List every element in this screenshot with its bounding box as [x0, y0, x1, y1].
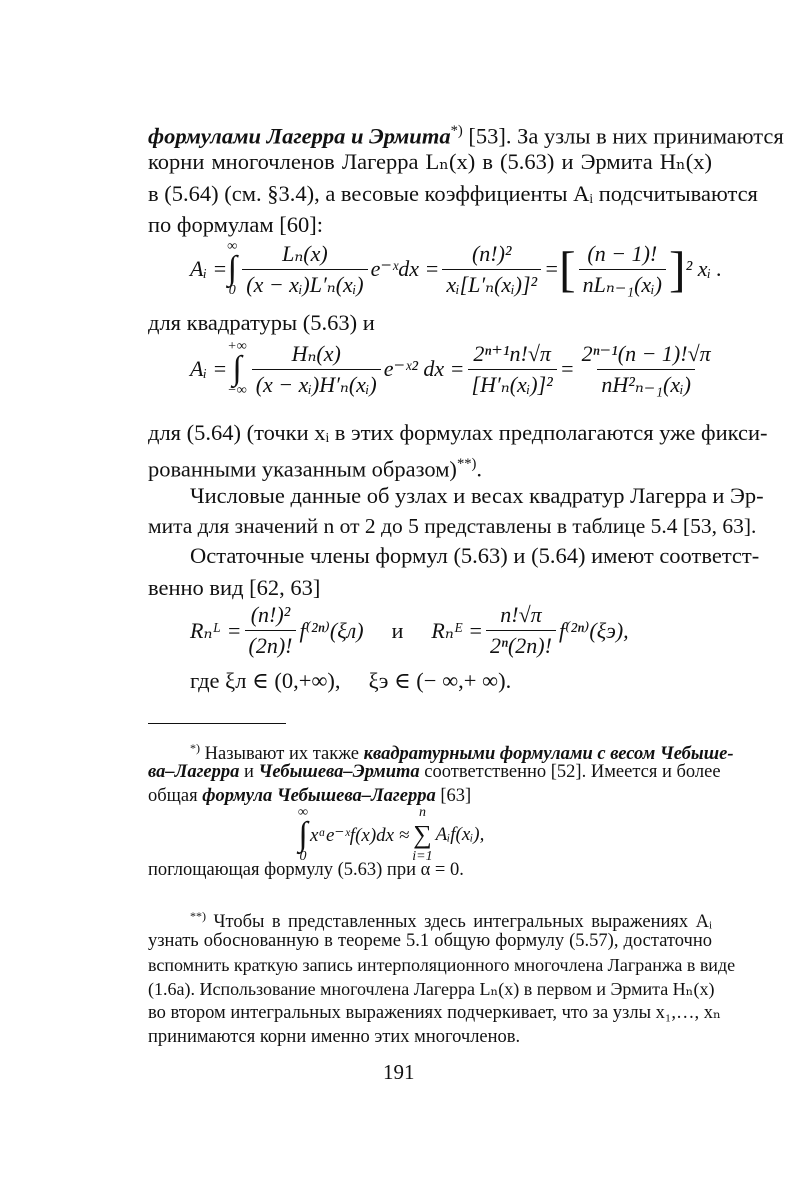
footnote-mark: *) [450, 123, 463, 139]
paragraph-line: для квадратуры (5.63) и [148, 310, 375, 335]
denominator: nLₙ₋₁(xᵢ) [579, 269, 666, 298]
lhs: Rₙᴸ = [190, 617, 242, 643]
paragraph-line: Числовые данные об узлах и весах квадратур Лагерра и Эр- [190, 483, 764, 508]
denominator: (2n)! [245, 630, 297, 659]
lower-limit: i=1 [412, 849, 433, 864]
numerator: 2ⁿ⁺¹n!√π [473, 340, 551, 366]
paragraph-line: Остаточные члены формул (5.63) и (5.64) имеют соответст- [190, 543, 760, 568]
equals: = [559, 356, 575, 381]
footnote-line: узнать обоснованную в теореме 5.1 общую формулу (5.57), достаточно [148, 931, 712, 951]
lhs: Rₙᴱ = [431, 617, 484, 643]
upper-limit: ∞ [298, 805, 308, 820]
footnote-line: во втором интегральных выражениях подчеркивает, что за узлы x₁,…, xₙ [148, 1003, 721, 1023]
text: и [239, 762, 259, 782]
page-number: 191 [383, 1060, 415, 1084]
text: [63] [435, 786, 472, 806]
numerator: Hₙ(x) [291, 340, 341, 366]
footnote-line: принимаются корни именно этих многочленов. [148, 1027, 521, 1047]
paragraph-line: где ξл ∈ (0,+∞), ξэ ∈ (− ∞,+ ∞). [190, 668, 512, 693]
sum-sign: n ∑ i=1 [412, 805, 433, 864]
denominator: [H′ₙ(xᵢ)]² [468, 369, 557, 398]
paragraph-line: в (5.64) (см. §3.4), а весовые коэффициенты Aᵢ подсчитываются [148, 181, 758, 206]
paragraph-line: мита для значений n от 2 до 5 представлены в таблице 5.4 [53, 63]. [148, 514, 757, 538]
bold-term: формулами Лагерра и Эрмита [148, 123, 451, 149]
equals: = [544, 256, 560, 281]
lower-limit: −∞ [227, 383, 247, 398]
fraction [578, 341, 715, 398]
footnote-line [148, 784, 712, 808]
bold-term: квадратурными формулами с весом Чебыше- [363, 744, 734, 765]
text: [53]. За узлы в них принимаются [462, 123, 784, 149]
integral-sign: ∞ ∫ 0 [227, 239, 238, 298]
denominator: (x − xᵢ)H′ₙ(xᵢ) [252, 369, 381, 398]
lower-limit: 0 [299, 849, 307, 864]
numerator: (n!)² [471, 240, 512, 266]
term: xᵅe⁻ˣf(x)dx ≈ [309, 824, 410, 846]
text: рованными указанным образом) [148, 456, 457, 482]
fraction [486, 602, 556, 659]
integral-sign: +∞ ∫ −∞ [227, 339, 247, 398]
bold-term: формула Чебышева–Лагерра [202, 786, 436, 806]
formula-laguerre-weights: Aᵢ = ∞ ∫ 0 $\frac{\text{Lₙ(x)}}{\text{(x − xᵢ)L′ₙ(xᵢ)}}$ e⁻ˣdx = $\frac{\text{(n!)²}}{\text{xᵢ[L′ₙ(xᵢ)]²}}$ = [ $\frac{(n - 1)!}{\text{nLₙ₋₁(xᵢ)}}$ ] ² xᵢ . [190, 239, 722, 298]
text: Чтобы в представленных здесь интегральных выражениях Aᵢ [206, 912, 712, 933]
fraction [442, 241, 541, 298]
upper-limit: ∞ [227, 239, 238, 254]
numerator: Lₙ(x) [282, 240, 328, 266]
paragraph-line: венно вид [62, 63] [148, 575, 321, 600]
fraction [468, 341, 557, 398]
formula-hermite-weights [190, 340, 718, 398]
text: соответственно [52]. Имеется и более [419, 762, 721, 782]
term: f⁽²ⁿ⁾(ξэ), [558, 617, 629, 643]
footnote-mark: **) [190, 909, 207, 923]
term: e⁻ˣ² dx = [383, 356, 465, 381]
paragraph-line [148, 449, 712, 485]
text: . [476, 456, 483, 482]
lhs: Aᵢ = [190, 356, 228, 381]
fraction [579, 241, 666, 298]
fraction [245, 602, 297, 659]
lhs: Aᵢ = [190, 256, 228, 281]
text: общая [148, 786, 203, 806]
upper-limit: n [418, 805, 426, 820]
term: e⁻ˣdx = [370, 256, 440, 281]
term: f⁽²ⁿ⁾(ξл) [299, 617, 364, 643]
integral-sign: ∞ ∫ 0 [298, 805, 308, 864]
formula-remainders [190, 602, 629, 659]
term: Aᵢf(xᵢ), [435, 824, 485, 845]
numerator: n!√π [500, 602, 542, 627]
numerator: 2ⁿ⁻¹(n − 1)!√π [581, 340, 711, 366]
paragraph-line: корни многочленов Лагерра Lₙ(x) в (5.63) и Эрмита Hₙ(x) [148, 149, 712, 174]
paragraph-line: по формулам [60]: [148, 212, 323, 237]
denominator: nH²ₙ₋₁(xᵢ) [597, 369, 695, 398]
bold-term: Чебышева–Эрмита [258, 762, 420, 782]
footnote-line: (1.6a). Использование многочлена Лагерра Lₙ(x) в первом и Эрмита Hₙ(x) [148, 979, 715, 999]
numerator: (n − 1)! [587, 240, 658, 266]
upper-limit: +∞ [227, 339, 247, 354]
lower-limit: 0 [228, 283, 236, 298]
footnote-line: вспомнить краткую запись интерполяционного многочлена Лагранжа в виде [148, 955, 736, 975]
footnote-mark: *) [190, 741, 201, 755]
footnote-line: поглощающая формулу (5.63) при α = 0. [148, 860, 464, 880]
fraction [252, 341, 381, 398]
term: ² xᵢ . [685, 256, 722, 281]
denominator: (x − xᵢ)L′ₙ(xᵢ) [242, 269, 367, 298]
formula-chebyshev-laguerre [298, 806, 484, 864]
text: Называют их также [200, 744, 364, 765]
footnote-line [148, 760, 721, 784]
footnote-divider [148, 723, 286, 724]
paragraph-line: для (5.64) (точки xᵢ в этих формулах предполагаются уже фикси- [148, 420, 768, 445]
conjunction: и [391, 617, 404, 643]
numerator: (n!)² [250, 602, 291, 627]
denominator: xᵢ[L′ₙ(xᵢ)]² [442, 269, 541, 298]
bold-term: ва–Лагерра [148, 762, 240, 782]
denominator: 2ⁿ(2n)! [486, 630, 556, 659]
footnote-mark: **) [456, 456, 477, 472]
fraction [242, 241, 367, 298]
